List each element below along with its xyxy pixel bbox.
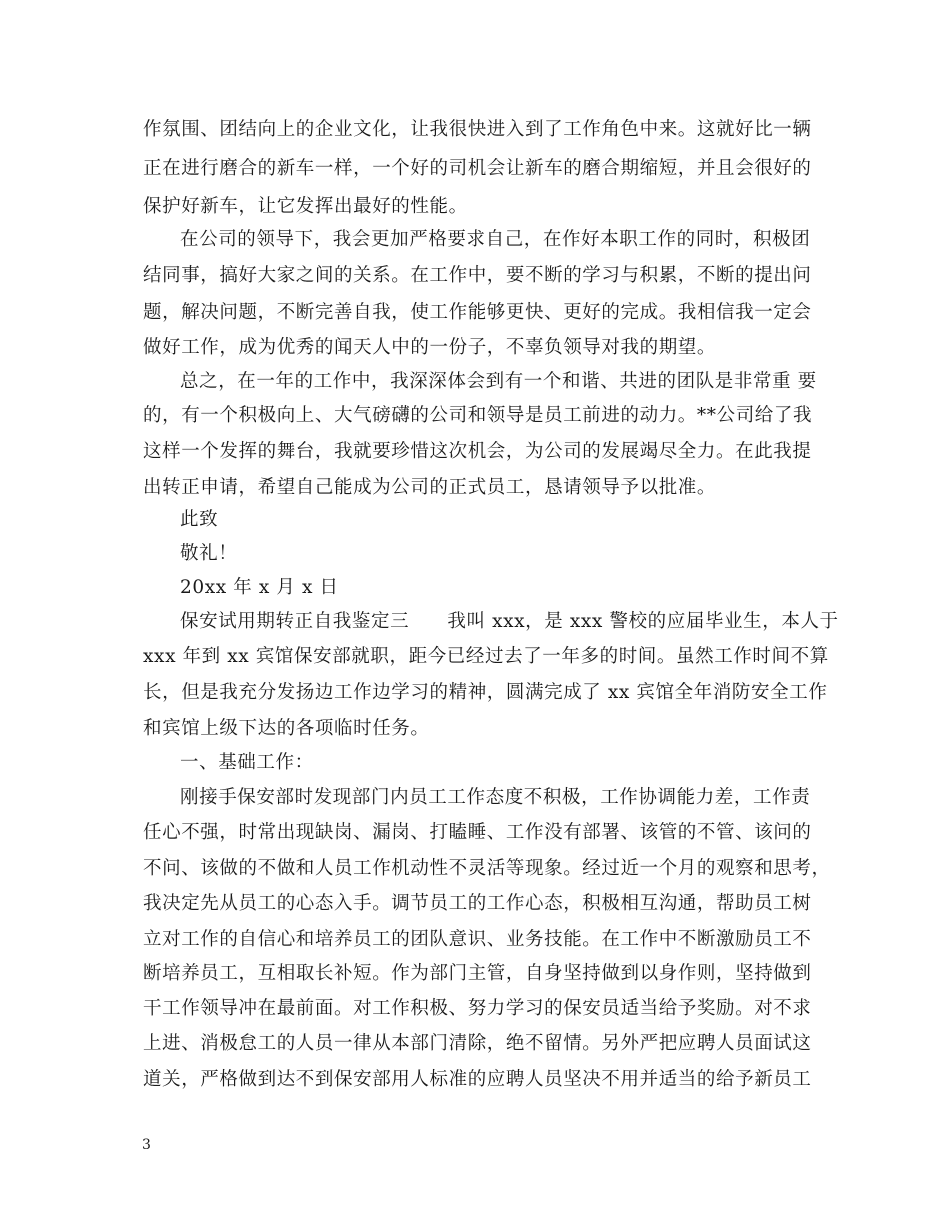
text-line: 和宾馆上级下达的各项临时任务。: [143, 718, 430, 739]
page-number: 3: [142, 1137, 151, 1153]
text-line: 题，解决问题，不断完善自我，使工作能够更快、更好的完成。我相信我一定会: [143, 302, 812, 323]
text-line: 道关，严格做到达不到保安部用人标准的应聘人员坚决不用并适当的给予新员工: [143, 1069, 812, 1090]
text-line: 敬礼！: [180, 543, 238, 564]
text-line: xxx 年到 xx 宾馆保安部就职，距今已经过去了一年多的时间。虽然工作时间不算: [143, 646, 829, 667]
date-line: 20xx 年 x 月 x 日: [180, 577, 339, 598]
text-line: 不问、该做的不做和人员工作机动性不灵活等现象。经过近一个月的观察和思考，: [143, 858, 831, 879]
text-line: 出转正申请，希望自己能成为公司的正式员工，恳请领导予以批准。: [143, 477, 717, 498]
text-line: 任心不强，时常出现缺岗、漏岗、打瞌睡、工作没有部署、该管的不管、该问的: [143, 822, 812, 843]
text-line: 保安试用期转正自我鉴定三 我叫 xxx，是 xxx 警校的应届毕业生，本人于: [180, 611, 839, 632]
text-line: 我决定先从员工的心态入手。调节员工的工作心态，积极相互沟通，帮助员工树: [143, 893, 812, 914]
text-line: 这样一个发挥的舞台，我就要珍惜这次机会，为公司的发展竭尽全力。在此我提: [143, 441, 812, 462]
text-line: 刚接手保安部时发现部门内员工工作态度不积极，工作协调能力差，工作责: [180, 787, 811, 808]
text-line: 正在进行磨合的新车一样，一个好的司机会让新车的磨合期缩短，并且会很好的: [143, 158, 812, 179]
text-line: 在公司的领导下，我会更加严格要求自己，在作好本职工作的同时，积极团: [180, 229, 811, 250]
text-line: 长，但是我充分发扬边工作边学习的精神，圆满完成了 xx 宾馆全年消防安全工作: [143, 682, 828, 703]
text-line: 保护好新车，让它发挥出最好的性能。: [143, 196, 468, 217]
text-line: 结同事，搞好大家之间的关系。在工作中，要不断的学习与积累，不断的提出问: [143, 265, 812, 286]
text-line: 做好工作，成为优秀的闻天人中的一份子，不辜负领导对我的期望。: [143, 337, 717, 358]
text-line: 上进、消极怠工的人员一律从本部门清除，绝不留情。另外严把应聘人员面试这: [143, 1033, 812, 1054]
text-line: 立对工作的自信心和培养员工的团队意识、业务技能。在工作中不断激励员工不: [143, 929, 812, 950]
text-line: 的，有一个积极向上、大气磅礴的公司和领导是员工前进的动力。**公司给了我: [143, 405, 813, 426]
text-line: 作氛围、团结向上的企业文化，让我很快进入到了工作角色中来。这就好比一辆: [143, 119, 812, 140]
text-line: 总之，在一年的工作中，我深深体会到有一个和谐、共进的团队是非常重 要: [180, 371, 817, 392]
section-heading: 一、基础工作：: [180, 752, 314, 773]
text-line: 干工作领导冲在最前面。对工作积极、努力学习的保安员适当给予奖励。对不求: [143, 998, 812, 1019]
text-line: 断培养员工，互相取长补短。作为部门主管，自身坚持做到以身作则，坚持做到: [143, 963, 812, 984]
text-line: 此致: [180, 509, 219, 530]
